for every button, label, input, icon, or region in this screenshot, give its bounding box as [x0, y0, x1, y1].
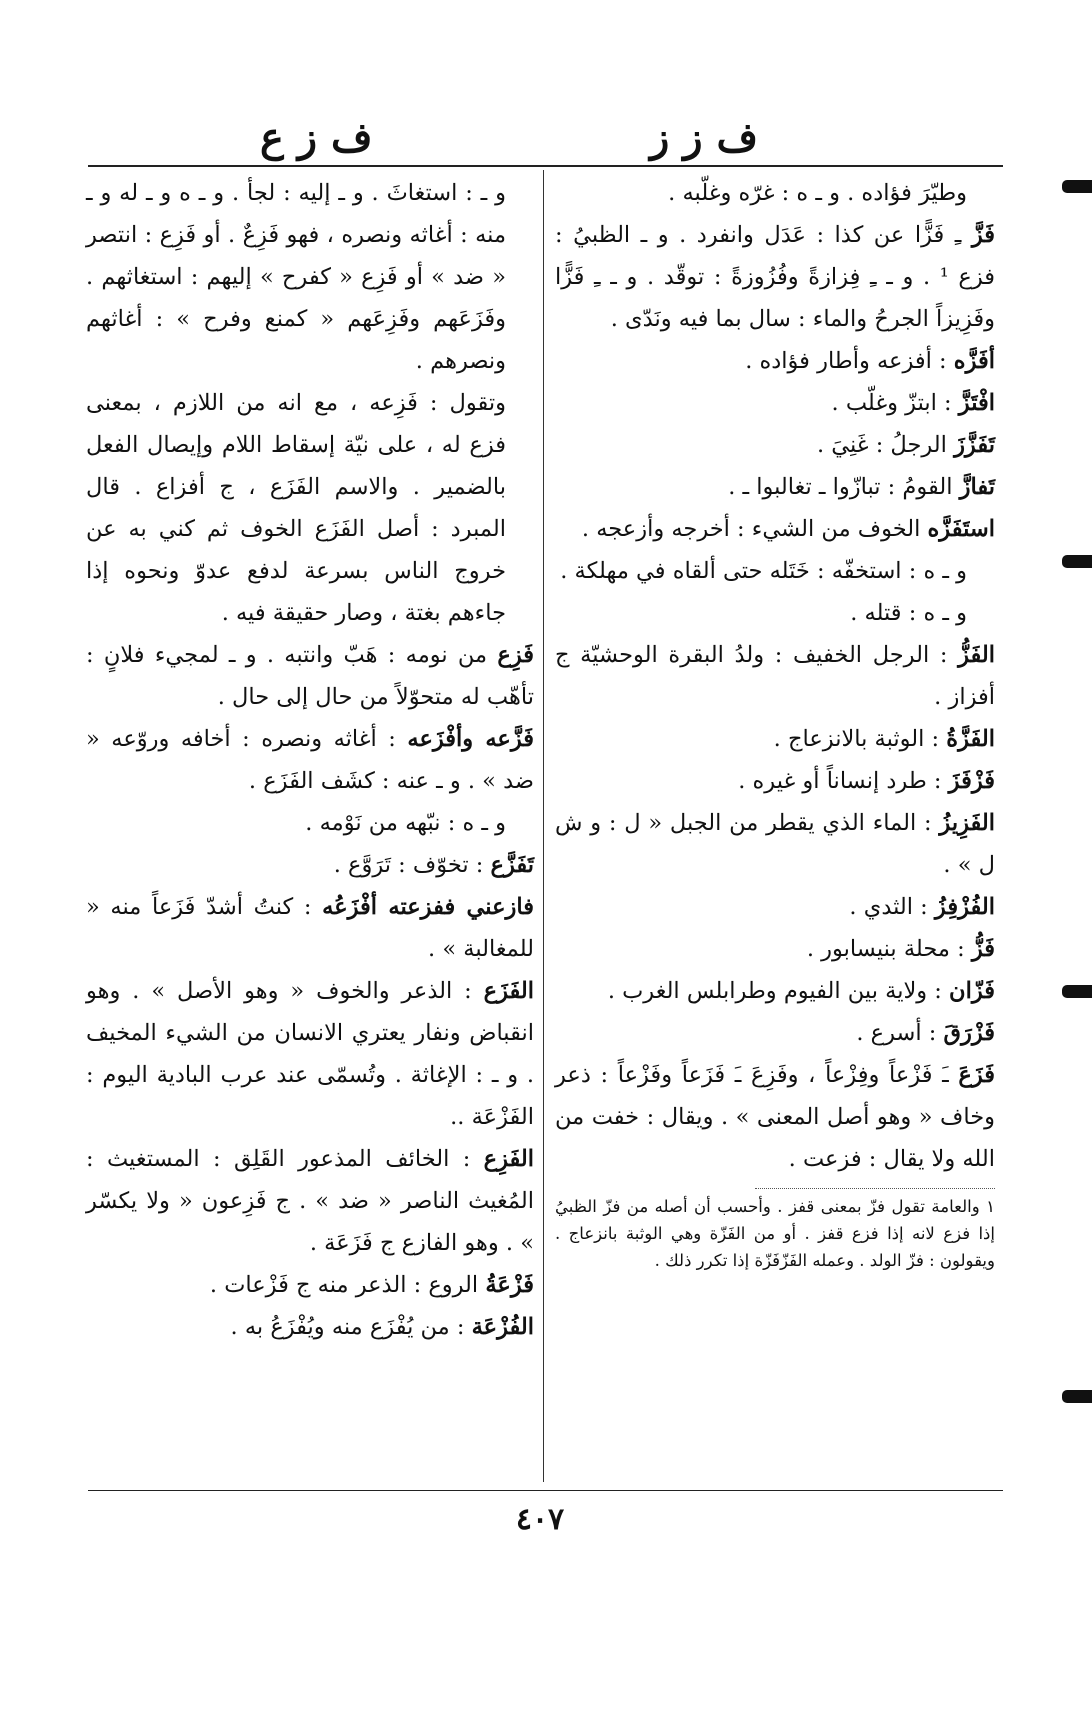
entry-definition: وطيّرَ فؤاده . و ـ ه : غرّه وغلّبه .	[668, 180, 967, 206]
entry-headword: فَزّان	[949, 978, 995, 1004]
bottom-rule	[88, 1490, 1003, 1491]
entry-headword: الفُزْفِزُ	[934, 894, 995, 920]
dictionary-entry	[555, 1054, 995, 1180]
dictionary-entry	[555, 886, 995, 928]
entry-definition: القومُ : تبازّوا ـ تغالبوا ـ .	[728, 474, 953, 500]
entry-headword: أفَزَّه	[953, 348, 995, 374]
entry-definition: : الذعر والخوف « وهو الأصل » . وهو انقباض ونفار يعتري الانسان من الشيء المخيف . و ـ : الإغاثة . وتُسمّى عند عرب البادية اليوم : الفَزْعَة ..	[86, 978, 534, 1130]
dictionary-entry	[555, 382, 995, 424]
entry-definition: ـَ فَزْعاً وفِزْعاً ، وفَزِعَ ـَ فَزَعاً وفَزْعاً : ذعر وخاف « وهو أصل المعنى » . ويقال : خفت من الله ولا يقال : فزعت .	[555, 1062, 995, 1172]
entry-headword: الفُزْعَة	[471, 1314, 534, 1340]
dictionary-entry	[555, 760, 995, 802]
dictionary-entry	[555, 970, 995, 1012]
dictionary-entry	[555, 634, 995, 718]
entry-definition: الروع : الذعر منه ج فَزْعات .	[209, 1272, 479, 1298]
entry-definition: : الرجل الخفيف : ولدُ البقرة الوحشيّة ج أفزاز .	[555, 642, 995, 710]
entry-definition: : أفزعه وأطار فؤاده .	[745, 348, 947, 374]
edge-mark	[1062, 555, 1092, 568]
entry-definition: و ـ ه : نبّهه من نَوْمه .	[305, 810, 506, 836]
entry-definition: و ـ : استغاثَ . و ـ إليه : لجأ . و ـ ه و ـ له و ـ منه : أغاثه ونصره ، فهو فَزِعٌ . أو فَزِع : انتصر « ضد » أو فَزِع « كفرح » إليهم : استغاثهم . وفَزَعَهم وفَزِعَهم « كمنع وفرح » : أغاثهم ونصرهم .	[86, 180, 506, 374]
left-column	[86, 172, 534, 1348]
dictionary-entry	[555, 466, 995, 508]
dictionary-entry	[86, 1138, 534, 1264]
column-divider	[543, 170, 544, 1482]
entry-definition: من نومه : هَبّ وانتبه . و ـ لمجيء فلانٍ : تأهّب له متحوّلاً من حال إلى حال .	[86, 642, 534, 710]
entry-headword: فَزْرَقَ	[943, 1020, 995, 1046]
entry-definition: : ولاية بين الفيوم وطرابلس الغرب .	[607, 978, 942, 1004]
entry-headword: فَزَعَ	[958, 1062, 996, 1088]
entry-headword: تَفَزَّزَ	[954, 432, 995, 458]
dictionary-entry	[86, 634, 534, 718]
entry-definition: الخوف من الشيء : أخرجه وأزعجه .	[581, 516, 921, 542]
right-column	[555, 172, 995, 1274]
entry-definition: : أغاثه ونصره : أخافه وروّعه « ضد » . و ـ عنه : كشَف الفَزَع .	[86, 726, 534, 794]
entry-definition: : الوثبة بالانزعاج .	[773, 726, 940, 752]
dictionary-entry	[86, 802, 534, 844]
entry-definition: الرجلُ : غَنِيَ .	[816, 432, 947, 458]
entry-headword: استَفَزَّه	[927, 516, 995, 542]
entry-definition: : كنتُ أشدّ فَزَعاً منه « للمغالبة » .	[86, 894, 534, 962]
entry-definition: : من يُفْزَع منه ويُفْزَعُ به .	[230, 1314, 465, 1340]
dictionary-entry	[86, 1306, 534, 1348]
entry-definition: : محلة بنيسابور .	[806, 936, 965, 962]
dictionary-entry	[555, 592, 995, 634]
entry-definition: و ـ ه : قتله .	[850, 600, 967, 626]
dictionary-entry	[86, 718, 534, 802]
entry-headword: فازعني ففزعته أفْزَعُه	[322, 894, 534, 920]
dictionary-entry	[86, 1264, 534, 1306]
entry-headword: الفَزَع	[483, 978, 534, 1004]
dictionary-entry	[555, 802, 995, 886]
dictionary-entry	[86, 382, 534, 634]
entry-definition: : طرد إنساناً أو غيره .	[738, 768, 942, 794]
edge-mark	[1062, 180, 1092, 193]
entry-definition: : الماء الذي يقطر من الجبل « ل : و ش ل » .	[555, 810, 995, 878]
edge-mark	[1062, 985, 1092, 998]
dictionary-entry	[86, 172, 534, 382]
entry-headword: فَزَّعه وأفْزَعه	[407, 726, 534, 752]
entry-definition: ـِ فَزًّا عن كذا : عَدَل وانفرد . و ـ الظبيُ : فزع ¹ . و ـ ـِ فِزازةً وفُزُوزةً : توقّد . و ـ ـِ فَزًّا وفَزِيزاً الجرحُ والماء : سال بما فيه ونَدّى .	[555, 222, 995, 332]
dictionary-entry	[86, 970, 534, 1138]
entry-definition: وتقول : فَزِعه ، مع انه من اللازم ، بمعنى فزع له ، على نيّة إسقاط اللام وإيصال الفعل بالضمير . والاسم الفَزَع ، ج أفزاع . قال المبرد : أصل الفَزَع الخوف ثم كني به عن خروج الناس بسرعة لدفع عدوّ ونحوه إذا جاءهم بغتة ، وصار حقيقة فيه .	[86, 390, 506, 626]
dictionary-entry	[555, 1012, 995, 1054]
footnote-rule	[755, 1188, 995, 1189]
top-rule	[88, 165, 1003, 167]
dictionary-entry	[555, 508, 995, 550]
entry-definition: : الثدي .	[849, 894, 928, 920]
entry-headword: فَزُّ	[971, 936, 995, 962]
entry-headword: افْتَزَّ	[958, 390, 995, 416]
dictionary-entry	[555, 550, 995, 592]
entry-headword: الفَزِيزُ	[939, 810, 995, 836]
entry-headword: تَفَزَّع	[490, 852, 534, 878]
dictionary-entry	[555, 424, 995, 466]
page-number: ٤٠٧	[515, 1502, 565, 1537]
entry-definition: و ـ ه : استخفّه : خَتَله حتى ألقاه في مهلكة .	[560, 558, 967, 584]
edge-mark	[1062, 1390, 1092, 1403]
dictionary-entry	[555, 340, 995, 382]
header-root-left: ف ز ع	[260, 114, 373, 161]
dictionary-entry	[86, 844, 534, 886]
entry-headword: الفَزِع	[483, 1146, 534, 1172]
dictionary-entry	[555, 214, 995, 340]
dictionary-entry	[555, 718, 995, 760]
entry-definition: : تخوّف : تَرَوَّع .	[333, 852, 484, 878]
entry-headword: فَزْعَةُ	[485, 1272, 534, 1298]
entry-definition: : ابتزّ وغلّب .	[831, 390, 952, 416]
entry-headword: الفَزُّ	[958, 642, 996, 668]
entry-definition: : الخائف المذعور القَلِق : المستغيث : المُغيث الناصر « ضد » . ج فَزِعون « ولا يكسّر » . وهو الفازع ج فَزَعَة .	[86, 1146, 534, 1256]
entry-headword: فَزْفَزَ	[948, 768, 995, 794]
entry-definition: : أسرع .	[856, 1020, 937, 1046]
entry-headword: فَزَّ	[971, 222, 996, 248]
entry-headword: الفَزَّةُ	[946, 726, 995, 752]
dictionary-entry	[555, 928, 995, 970]
dictionary-entry	[555, 172, 995, 214]
entry-headword: فَزِع	[497, 642, 534, 668]
header-root-right: ف ز ز	[650, 114, 758, 161]
dictionary-entry	[86, 886, 534, 970]
footnote: ١ والعامة تقول فزّ بمعنى قفز . وأحسب أن أصله من فزّ الظبيُ إذا فزع لانه إذا فزع قفز . أو من الفَزّة وهي الوثبة بانزعاج . ويقولون : فزّ الولد . وعمله الفَزّفَزّة إذا تكرر ذلك .	[555, 1197, 995, 1270]
entry-headword: تَفازَّ	[959, 474, 995, 500]
